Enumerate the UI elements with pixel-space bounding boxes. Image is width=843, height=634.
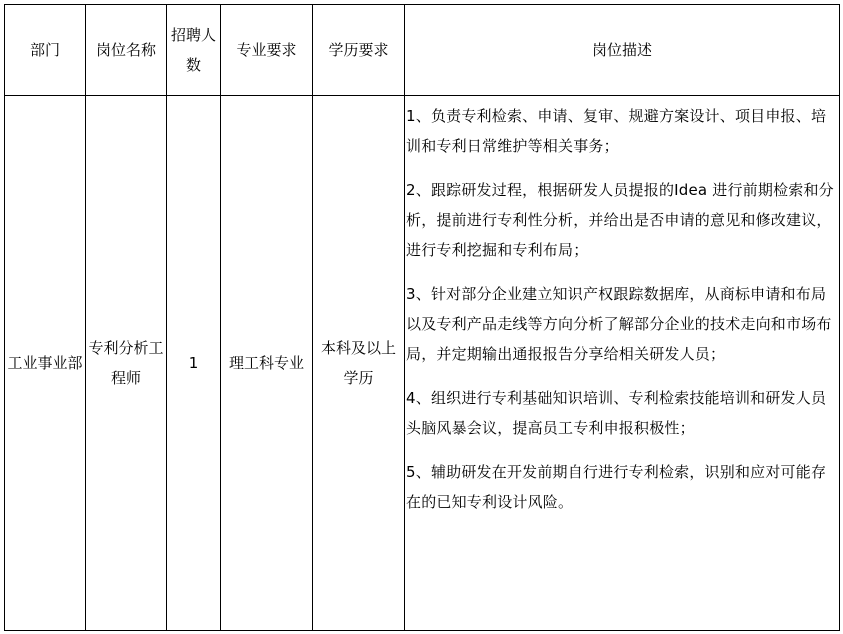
header-description-label: 岗位描述 bbox=[591, 41, 652, 59]
header-major-label: 专业要求 bbox=[236, 41, 297, 59]
description-item-2: 2、跟踪研发过程，根据研发人员提报的Idea 进行前期检索和分析，提前进行专利性分析，并给出是否申请的意见和修改建议，进行专利挖掘和专利布局； bbox=[406, 181, 834, 259]
header-position-label: 岗位名称 bbox=[95, 41, 156, 59]
cell-description bbox=[405, 96, 840, 631]
header-headcount-label: 招聘人数 bbox=[170, 26, 216, 74]
header-major bbox=[221, 5, 313, 96]
header-department bbox=[5, 5, 86, 96]
cell-department bbox=[5, 96, 86, 631]
cell-headcount bbox=[167, 96, 221, 631]
header-department-label: 部门 bbox=[29, 41, 60, 59]
position-value: 专利分析工程师 bbox=[88, 339, 164, 387]
description-item-4: 4、组织进行专利基础知识培训、专利检索技能培训和研发人员头脑风暴会议，提高员工专利申报积极性； bbox=[406, 389, 827, 437]
recruitment-table-container bbox=[4, 4, 839, 630]
description-item-3: 3、针对部分企业建立知识产权跟踪数据库，从商标申请和布局以及专利产品走线等方向分析了解部分企业的技术走向和市场布局，并定期输出通报报告分享给相关研发人员； bbox=[406, 285, 832, 363]
cell-position bbox=[86, 96, 167, 631]
recruitment-table bbox=[4, 4, 840, 631]
header-education-label: 学历要求 bbox=[328, 41, 389, 59]
major-value: 理工科专业 bbox=[228, 354, 304, 372]
table-row bbox=[5, 96, 840, 631]
header-description bbox=[405, 5, 840, 96]
headcount-value: 1 bbox=[188, 354, 199, 372]
cell-major bbox=[221, 96, 313, 631]
department-value: 工业事业部 bbox=[7, 354, 83, 372]
education-value: 本科及以上学历 bbox=[320, 339, 396, 387]
description-item-1: 1、负责专利检索、申请、复审、规避方案设计、项目申报、培训和专利日常维护等相关事务； bbox=[406, 107, 827, 155]
description-item-5: 5、辅助研发在开发前期自行进行专利检索，识别和应对可能存在的已知专利设计风险。 bbox=[406, 463, 827, 511]
table-header-row bbox=[5, 5, 840, 96]
header-headcount bbox=[167, 5, 221, 96]
cell-education bbox=[313, 96, 405, 631]
header-position bbox=[86, 5, 167, 96]
header-education bbox=[313, 5, 405, 96]
